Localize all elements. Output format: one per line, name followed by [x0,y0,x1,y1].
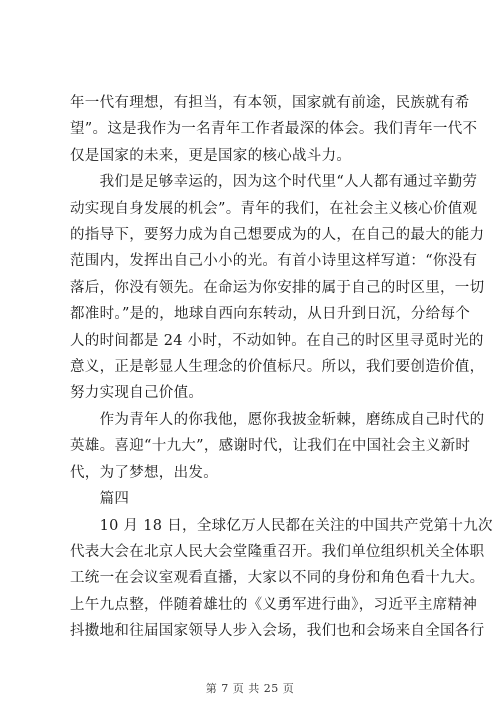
text-line: 动实现自身发展的机会”。青年的我们，在社会主义核心价值观 [70,200,478,217]
text-line: 抖擞地和往届国家领导人步入会场，我们也和会场来自全国各行 [70,623,485,640]
body-text [70,90,493,645]
text-line: 代表大会在北京人民大会堂隆重召开。我们单位组织机关全体职 [70,543,485,560]
text-line: 人的时间都是 24 小时，不动如钟。在自己的时区里寻觅时光的 [70,332,484,349]
text-line: 作为青年人的你我他，愿你我披金斩棘，磨练成自己时代的 [70,411,485,428]
page-number-footer: 第 7 页 共 25 页 [205,682,295,695]
text-line: 意义，正是彰显人生理念的价值标尺。所以，我们要创造价值， [70,359,485,376]
text-line: 都准时。”是的，地球自西向东转动，从日升到日沉，分给每个 [70,306,471,323]
text-line: 年一代有理想，有担当，有本领，国家就有前途，民族就有希 [70,95,470,111]
section-heading: 篇四 [70,491,130,508]
text-line: 落后，你没有领先。在命运为你安排的属于自己的时区里，一切 [70,279,485,296]
text-line: 范围内，发挥出自己小小的光。有首小诗里这样写道：“你没有 [70,253,478,270]
text-line: 10 月 18 日，全球亿万人民都在关注的中国共产党第十九次 [70,517,493,534]
text-line: 努力实现自己价值。 [70,385,204,402]
text-line: 仅是国家的未来，更是国家的核心战斗力。 [70,147,352,164]
text-line: 英雄。喜迎“十九大”，感谢时代，让我们在中国社会主义新时 [70,438,471,455]
text-line: 上午九点整，伴随着雄壮的《义勇军进行曲》，习近平主席精神 [70,596,478,613]
text-line: 工统一在会议室观看直播，大家以不同的身份和角色看十九大。 [70,570,485,587]
text-line: 我们是足够幸运的，因为这个时代里“人人都有通过辛勤劳 [70,174,478,191]
text-line: 望”。这是我作为一名青年工作者最深的体会。我们青年一代不 [70,121,478,138]
text-line: 的指导下，要努力成为自己想要成为的人，在自己的最大的能力 [70,227,485,244]
text-line: 代，为了梦想，出发。 [70,464,218,481]
